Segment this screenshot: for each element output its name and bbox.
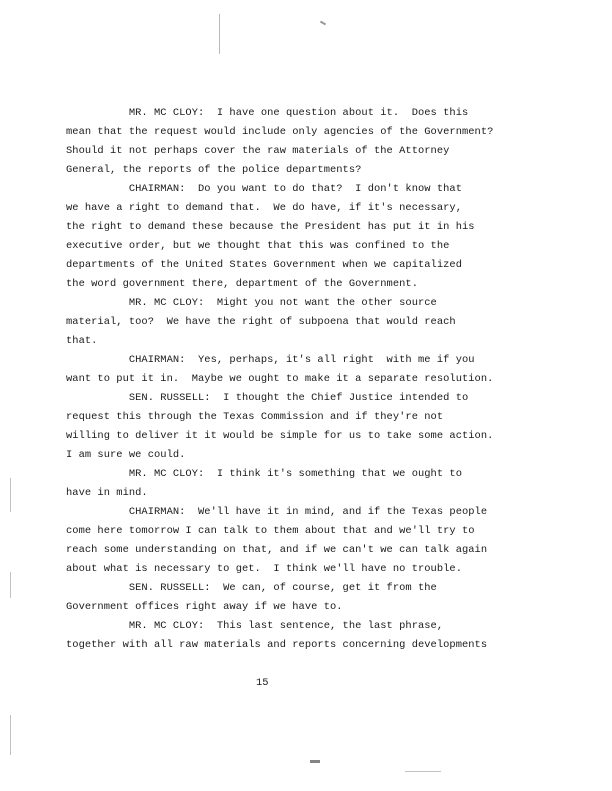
transcript-line: that.: [66, 335, 98, 347]
scan-mark-top-right: [320, 21, 326, 26]
transcript-line: the right to demand these because the President has put it in his: [66, 221, 475, 233]
transcript-line: we have a right to demand that. We do have, if it's necessary,: [66, 202, 462, 214]
scan-mark-left-1: [10, 478, 11, 512]
transcript-line: mean that the request would include only agencies of the Government?: [66, 126, 494, 138]
transcript-line: have in mind.: [66, 487, 148, 499]
scan-mark-top: [219, 14, 220, 54]
transcript-line: about what is necessary to get. I think we'll have no trouble.: [66, 563, 462, 575]
transcript-line: executive order, but we thought that this was confined to the: [66, 240, 450, 252]
transcript-line: CHAIRMAN: Yes, perhaps, it's all right with me if you: [66, 354, 475, 366]
scan-mark-bottom-right: [405, 771, 441, 772]
transcript-line: MR. MC CLOY: Might you not want the other source: [66, 297, 437, 309]
transcript-line: material, too? We have the right of subpoena that would reach: [66, 316, 456, 328]
transcript-line: I am sure we could.: [66, 449, 186, 461]
transcript-line: together with all raw materials and reports concerning developments: [66, 639, 488, 651]
transcript-line: the word government there, department of the Government.: [66, 278, 418, 290]
transcript-line: MR. MC CLOY: I think it's something that we ought to: [66, 468, 462, 480]
transcript-line: CHAIRMAN: Do you want to do that? I don't know that: [66, 183, 462, 195]
transcript-line: SEN. RUSSELL: I thought the Chief Justice intended to: [66, 392, 469, 404]
page-number: 15: [256, 677, 269, 689]
transcript-line: MR. MC CLOY: This last sentence, the last phrase,: [66, 620, 444, 632]
transcript-line: Should it not perhaps cover the raw materials of the Attorney: [66, 145, 450, 157]
transcript-line: SEN. RUSSELL: We can, of course, get it from the: [66, 582, 437, 594]
transcript-line: want to put it in. Maybe we ought to make it a separate resolution.: [66, 373, 494, 385]
transcript-line: request this through the Texas Commission and if they're not: [66, 411, 444, 423]
scan-mark-left-2: [10, 572, 11, 598]
transcript-line: come here tomorrow I can talk to them about that and we'll try to: [66, 525, 475, 537]
transcript-line: Government offices right away if we have to.: [66, 601, 343, 613]
transcript-line: departments of the United States Government when we capitalized: [66, 259, 462, 271]
scan-mark-left-3: [10, 715, 11, 755]
transcript-line: reach some understanding on that, and if we can't we can talk again: [66, 544, 488, 556]
scan-mark-bottom: [310, 760, 320, 763]
transcript-line: General, the reports of the police departments?: [66, 164, 362, 176]
transcript-line: willing to deliver it it would be simple for us to take some action.: [66, 430, 494, 442]
transcript-line: MR. MC CLOY: I have one question about it. Does this: [66, 107, 469, 119]
transcript-line: CHAIRMAN: We'll have it in mind, and if the Texas people: [66, 506, 488, 518]
